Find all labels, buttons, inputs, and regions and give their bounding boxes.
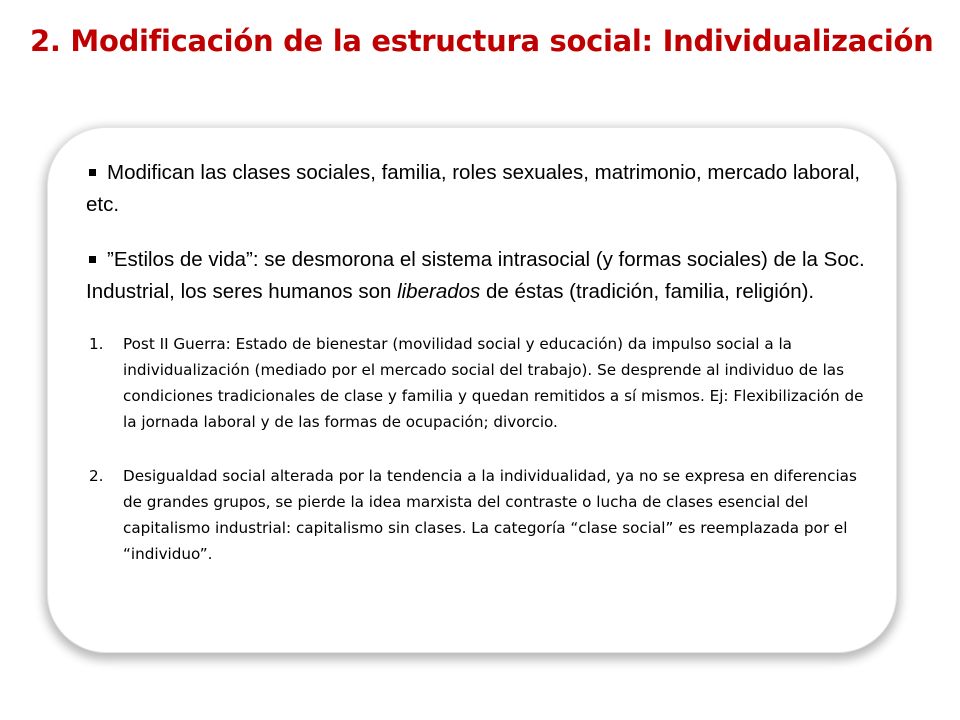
bullet-item	[86, 157, 876, 221]
numbered-item	[86, 463, 876, 567]
numbered-list	[86, 331, 876, 567]
item-text: Desigualdad social alterada por la tendencia a la individualidad, ya no se expresa en diferencias de grandes grupos, se pierde la idea marxista del contraste o lucha de clases esencial del capitalismo industrial: capitalismo sin clases. La categoría “clase social” es reemplazada por el “individuo”.	[123, 467, 857, 563]
bullet-text-before: ”Estilos de vida”: se desmorona el sistema intrasocial (y formas sociales) de la Soc. Industrial, los seres humanos son	[86, 248, 865, 303]
bullet-item	[86, 244, 876, 308]
bullet-emphasis: liberados	[397, 280, 481, 303]
numbered-item	[86, 331, 876, 435]
square-bullet-icon	[89, 256, 96, 263]
slide-title: 2. Modificación de la estructura social: Individualización	[30, 24, 934, 58]
bullet-text-after: de éstas (tradición, familia, religión).	[480, 280, 815, 303]
bullet-text: Modifican las clases sociales, familia, roles sexuales, matrimonio, mercado laboral, etc.	[86, 161, 861, 216]
square-bullet-icon	[89, 169, 96, 176]
item-number: 1.	[89, 335, 104, 353]
item-number: 2.	[89, 467, 104, 485]
item-text: Post II Guerra: Estado de bienestar (movilidad social y educación) da impulso social a la individualización (mediado por el mercado social del trabajo). Se desprende al individuo de las condiciones tradicionales de clase y familia y quedan remitidos a sí mismos. Ej: Flexibilización de la jornada laboral y de las formas de ocupación; divorcio.	[123, 335, 864, 431]
content-body	[86, 157, 876, 595]
